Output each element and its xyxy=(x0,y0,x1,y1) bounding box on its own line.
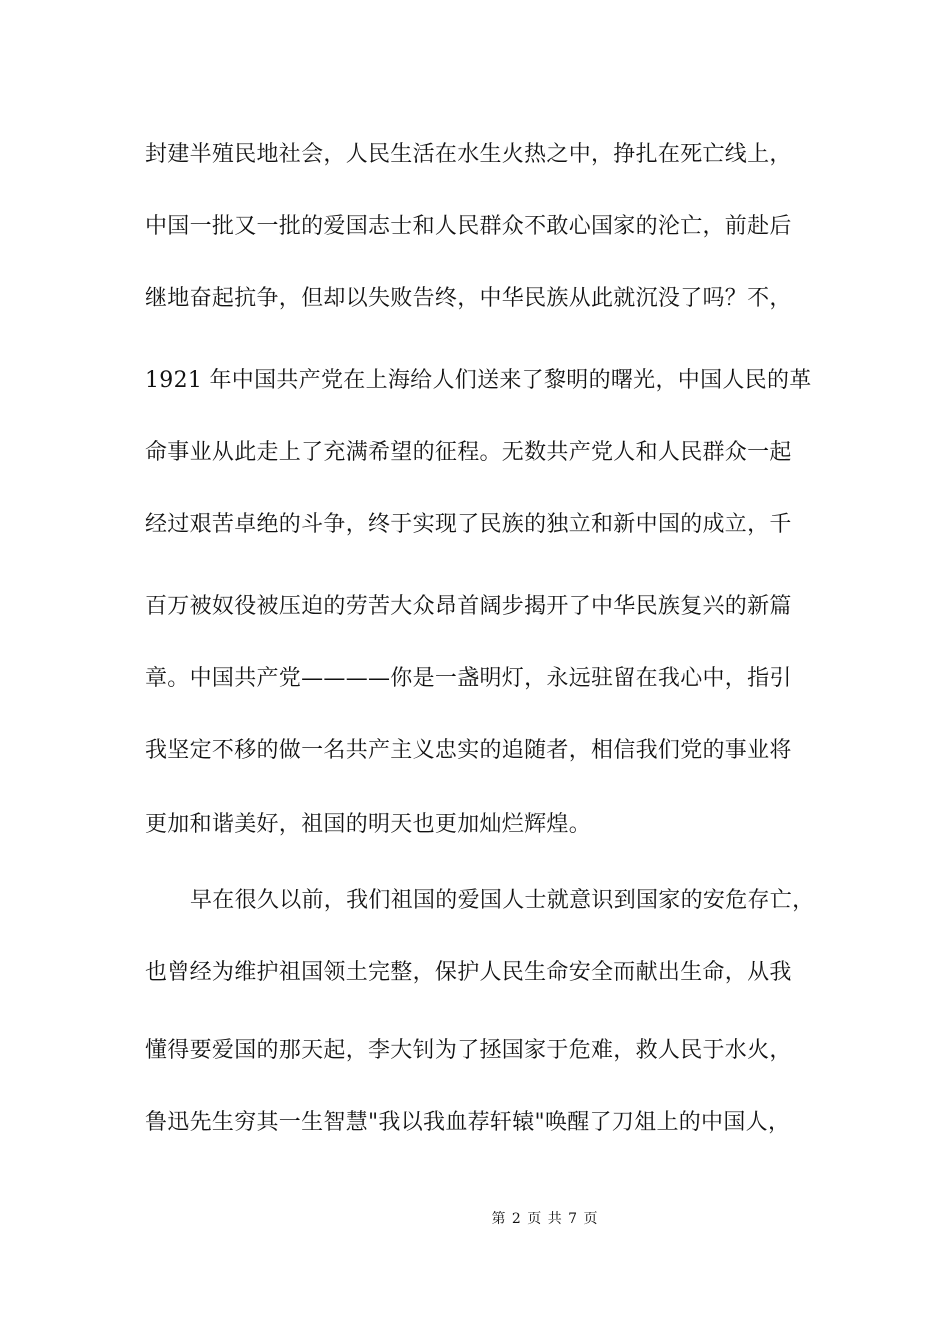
text-line: 更加和谐美好，祖国的明天也更加灿烂辉煌。 xyxy=(145,812,592,837)
text-line: 百万被奴役被压迫的劳苦大众昂首阔步揭开了中华民族复兴的新篇 xyxy=(145,594,792,619)
text-line: 也曾经为维护祖国领土完整，保护人民生命安全而献出生命，从我 xyxy=(145,960,792,985)
page-number-footer: 第 2 页 共 7 页 xyxy=(491,1211,599,1227)
text-line: 命事业从此走上了充满希望的征程。无数共产党人和人民群众一起 xyxy=(145,440,792,465)
text-line: 继地奋起抗争，但却以失败告终，中华民族从此就沉没了吗？不， xyxy=(145,286,792,311)
text-line: 1921 年中国共产党在上海给人们送来了黎明的曙光，中国人民的革 xyxy=(145,368,812,393)
text-line: 我坚定不移的做一名共产主义忠实的追随者，相信我们党的事业将 xyxy=(145,738,792,763)
paragraph-first-line: 早在很久以前，我们祖国的爱国人士就意识到国家的安危存亡， xyxy=(190,888,815,913)
text-line: 经过艰苦卓绝的斗争，终于实现了民族的独立和新中国的成立，千 xyxy=(145,512,792,537)
text-line: 鲁迅先生穷其一生智慧"我以我血荐轩辕"唤醒了刀俎上的中国人， xyxy=(145,1110,791,1135)
text-line: 封建半殖民地社会，人民生活在水生火热之中，挣扎在死亡线上， xyxy=(145,142,792,167)
text-line: 中国一批又一批的爱国志士和人民群众不敢心国家的沦亡，前赴后 xyxy=(145,214,792,239)
text-line: 章。中国共产党————你是一盏明灯，永远驻留在我心中，指引 xyxy=(145,666,792,691)
text-line: 懂得要爱国的那天起，李大钊为了拯国家于危难，救人民于水火， xyxy=(145,1038,792,1063)
